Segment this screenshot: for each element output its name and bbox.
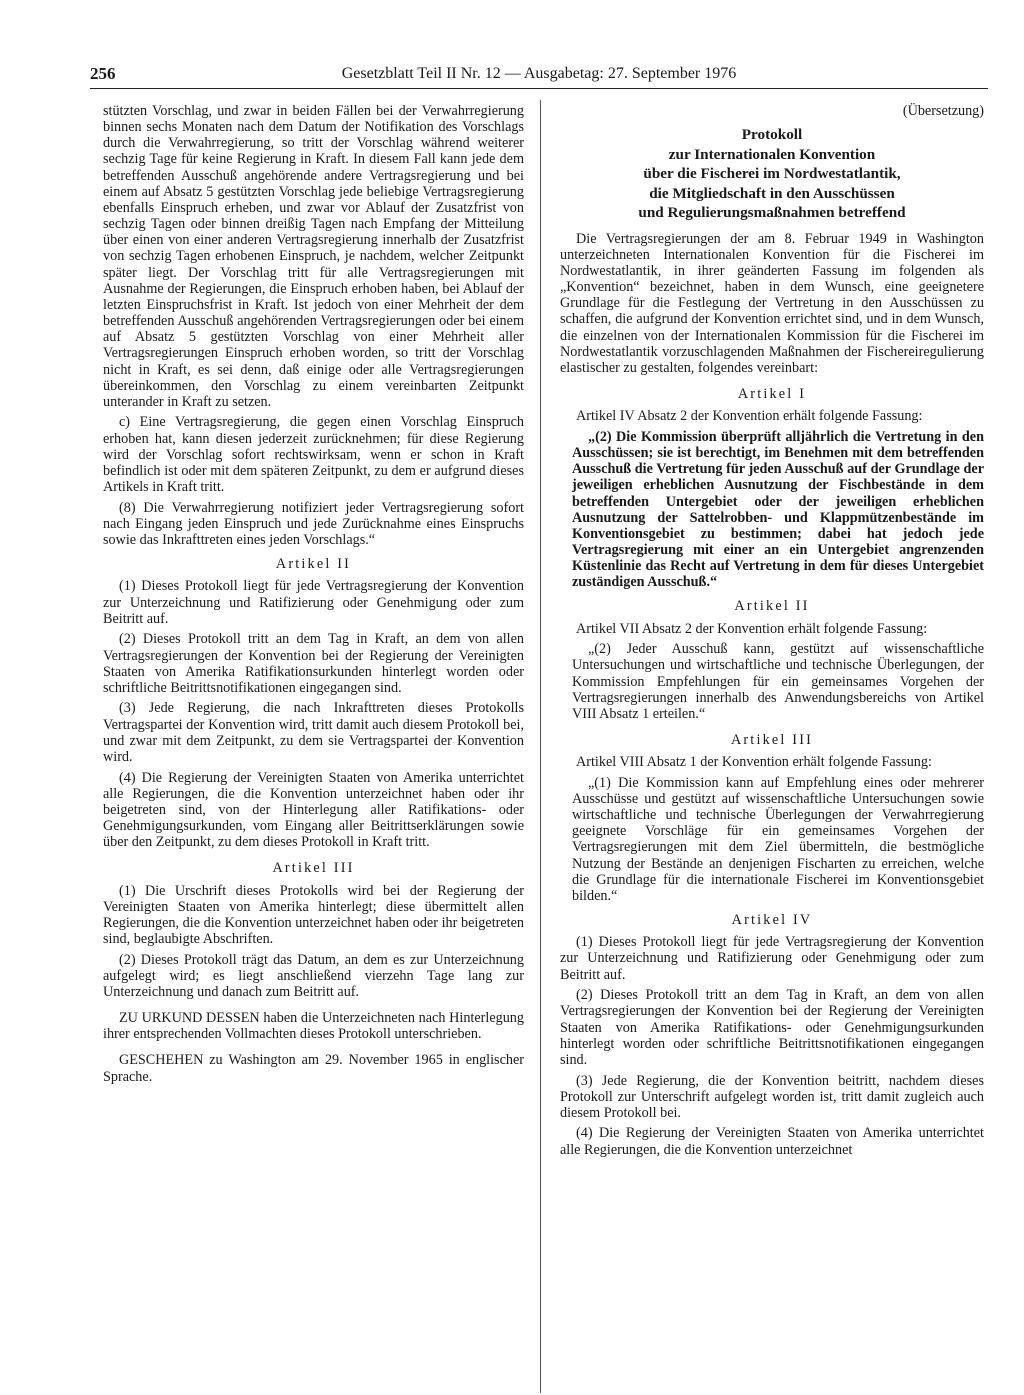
heading-artikel-3-right: Artikel III [730,732,814,749]
heading-artikel-2: Artikel II [275,556,352,573]
running-title: Gesetzblatt Teil II Nr. 12 — Ausgabetag: 27. September 1976 [341,65,737,82]
page-header [90,64,988,89]
page-number: 256 [90,64,116,83]
paragraph-8: (8) Die Verwahrregierung notifiziert jeder Vertragsregierung sofort nach Eingang jeden Einspruch und jede Zurücknahme eines Einspruchs sowie das Inkrafttreten eines jeden Vorschlags.“ [103,499,524,549]
heading-artikel-4: Artikel IV [731,912,813,929]
column-divider [540,100,541,1393]
art2-paragraph-1: (1) Dieses Protokoll liegt für jede Vertragsregierung der Konvention zur Unterzeichnung und Ratifizierung oder Genehmigung oder zum Beitritt auf. [103,578,524,627]
title-line-2: zur Internationalen Konvention [668,145,876,163]
art3-amendment: „(1) Die Kommission kann auf Empfehlung eines oder mehrerer Ausschüsse und gestützt auf wissenschaftliche Untersuchungen sowie wirtschaftliche und technische Überlegungen der Verwahrregierung geeignete Vorschläge für ein gemeinsames Vorgehen der Vertragsregierungen mit dem Ziel übermitteln, die bestmögliche Nutzung der Bestände an denjenigen Fischarten zu erreichen, welche die Grundlage für die internationale Fischerei im Konventionsgebiet bilden.“ [572,774,984,904]
art4-paragraph-2: (2) Dieses Protokoll tritt an dem Tag in Kraft, an dem von allen Vertragsregierungen der Konvention bei der Regierung der Vereinigten Staaten von Amerika Ratifikations- oder Genehmigungsurkunden hinterlegt worden oder schriftliche Beitrittsnotifikationen eingegangen sind. [560,987,984,1068]
heading-artikel-3: Artikel III [272,860,355,877]
art4-paragraph-4: (4) Die Regierung der Vereinigten Staaten von Amerika unterrichtet alle Regierungen, die die Konvention unterzeichnet [560,1125,984,1158]
art3-intro: Artikel VIII Absatz 1 der Konvention erhält folgende Fassung: [576,754,932,771]
witness-clause: ZU URKUND DESSEN haben die Unterzeichneten nach Hinterlegung ihrer entsprechenden Vollmachten dieses Protokoll unterschrieben. [103,1010,524,1043]
art2-paragraph-4: (4) Die Regierung der Vereinigten Staaten von Amerika unterrichtet alle Regierungen, die die Konvention unterzeichnet haben oder ihr beigetreten sind, von der Hinterlegung aller Ratifikations- oder Genehmigungsurkunden, vom Eingang aller Beitrittserklärungen sowie über den Zeitpunkt, zu dem dieses Protokoll in Kraft tritt. [103,769,524,851]
protocol-title [560,125,984,223]
art3-paragraph-2: (2) Dieses Protokoll trägt das Datum, an dem es zur Unterzeichnung aufgelegt wird; es liegt anschließend vierzehn Tage lang zur Unterzeichnung und danach zum Beitritt auf. [103,951,524,1000]
preamble: Die Vertragsregierungen der am 8. Februar 1949 in Washington unterzeichneten Internationalen Konvention für die Fischerei im Nordwestatlantik, in ihrer geänderten Fassung im folgenden als „Konvention“ bezeichnet, haben in dem Wunsch, eine geeignetere Grundlage für die Festlegung der Vertretung in den Ausschüssen zu schaffen, die aufgrund der Konvention errichtet sind, und in dem Wunsch, die einzelnen von der Internationalen Kommission für die Fischerei im Nordwestatlantik vorzuschlagenden Maßnahmen der Fischereiregulierung elastischer zu gestalten, folgendes vereinbart: [560,230,984,376]
translation-note: (Übersetzung) [902,103,984,119]
done-clause: GESCHEHEN zu Washington am 29. November 1965 in englischer Sprache. [103,1052,524,1085]
title-line-5: und Regulierungsmaßnahmen betreffend [638,204,906,222]
art2-amendment: „(2) Jeder Ausschuß kann, gestützt auf wissenschaftliche Untersuchungen und wirtschaftliche und technische Überlegungen, der Kommission Empfehlungen für ein gemeinsames Vorgehen der Vertragsregierungen innerhalb des Anwendungsbereichs von Artikel VIII Absatz 1 erteilen.“ [572,641,984,722]
left-column [103,103,524,1089]
art4-paragraph-1: (1) Dieses Protokoll liegt für jede Vertragsregierung der Konvention zur Unterzeichnung und Ratifizierung oder Genehmigung oder zum Beitritt auf. [560,934,984,983]
art2-paragraph-2: (2) Dieses Protokoll tritt an dem Tag in Kraft, an dem von allen Vertragsregierungen der Konvention bei der Regierung der Vereinigten Staaten von Amerika Ratifikationsurkunden hinterlegt worden oder schriftliche Beitrittsnotifikationen eingegangen sind. [103,631,524,696]
title-line-1: Protokoll [741,126,803,144]
paragraph-continued: stützten Vorschlag, und zwar in beiden Fällen bei der Verwahrregierung binnen sechs Monaten nach dem Datum der Notifikation des Vorschlags durch die Verwahrregierung, so tritt der Vorschlag während weiterer sechzig Tage für keine Regierung in Kraft. In diesem Fall kann jede dem betreffenden Ausschuß angehörende andere Vertragsregierung und bei einem auf Absatz 5 gestützten Vorschlag jede beliebige Vertragsregierung ebenfalls Einspruch erheben, und zwar vor Ablauf der Zusatzfrist von sechzig Tagen oder binnen dreißig Tagen nach Empfang der Mitteilung über einen von einer anderen Vertragsregierung innerhalb der Zusatzfrist von sechzig Tagen erhobenen Einspruch, je nachdem, welcher Zeitpunkt später liegt. Der Vorschlag tritt für alle Vertragsregierungen mit Ausnahme der Regierungen, die Einspruch erhoben haben, bei Ablauf der letzten Einspruchsfrist in Kraft. Ist jedoch von einer Mehrheit der dem betreffenden Ausschuß angehörenden Vertragsregierungen oder bei einem auf Absatz 5 gestützten Vorschlag von einer Mehrheit aller Vertragsregierungen Einspruch erhoben worden, so tritt der Vorschlag nicht in Kraft, es sei denn, daß einige oder alle Vertragsregierungen übereinkommen, den Vorschlag zu einem vereinbarten Zeitpunkt unterander in Kraft zu setzen. [103,103,524,410]
art4-paragraph-3: (3) Jede Regierung, die der Konvention beitritt, nachdem dieses Protokoll zur Unterschrift aufgelegt worden ist, tritt damit zugleich auch diesem Protokoll bei. [560,1072,984,1121]
paragraph-c: c) Eine Vertragsregierung, die gegen einen Vorschlag Einspruch erhoben hat, kann diesen jederzeit zurücknehmen; für diese Regierung wird der Vorschlag sofort rechtswirksam, wenn er schon in Kraft befindlich ist oder mit dem späteren Zeitpunkt, zu dem er aufgrund dieses Artikels in Kraft tritt. [103,414,524,496]
art1-intro: Artikel IV Absatz 2 der Konvention erhält folgende Fassung: [576,408,923,425]
art3-paragraph-1: (1) Die Urschrift dieses Protokolls wird bei der Regierung der Vereinigten Staaten von Amerika hinterlegt; diese übermittelt allen Regierungen, die die Konvention unterzeichnet haben oder ihr beigetreten sind, beglaubigte Abschriften. [103,882,524,947]
right-column [560,103,984,1162]
art2-paragraph-3: (3) Jede Regierung, die nach Inkrafttreten dieses Protokolls Vertragspartei der Konvention wird, tritt damit auch diesem Protokoll bei, und zwar mit dem Zeitpunkt, zu dem sie Vertragspartei der Konvention wird. [103,700,524,765]
title-line-4: die Mitgliedschaft in den Ausschüssen [649,184,895,202]
art1-amendment: „(2) Die Kommission überprüft alljährlich die Vertretung in den Ausschüssen; sie ist berechtigt, im Benehmen mit dem betreffenden Ausschuß die Vertretung für jeden Ausschuß auf der Grundlage der jeweiligen erheblichen Ausnutzung der Fischbestände in dem betreffenden Untergebiet oder der jeweiligen erheblichen Ausnutzung der Sattelrobben- und Klappmützenbestände im Konventionsgebiet zu bestimmen; dabei hat jedoch jede Vertragsregierung mit einer an ein Untergebiet angrenzenden Küstenlinie das Recht auf Vertretung in dem für dieses Untergebiet zuständigen Ausschuß.“ [572,428,984,591]
heading-artikel-2-right: Artikel II [734,598,810,615]
heading-artikel-1: Artikel I [737,386,807,403]
title-line-3: über die Fischerei im Nordwestatlantik, [643,165,901,183]
art2-intro: Artikel VII Absatz 2 der Konvention erhält folgende Fassung: [576,620,928,637]
